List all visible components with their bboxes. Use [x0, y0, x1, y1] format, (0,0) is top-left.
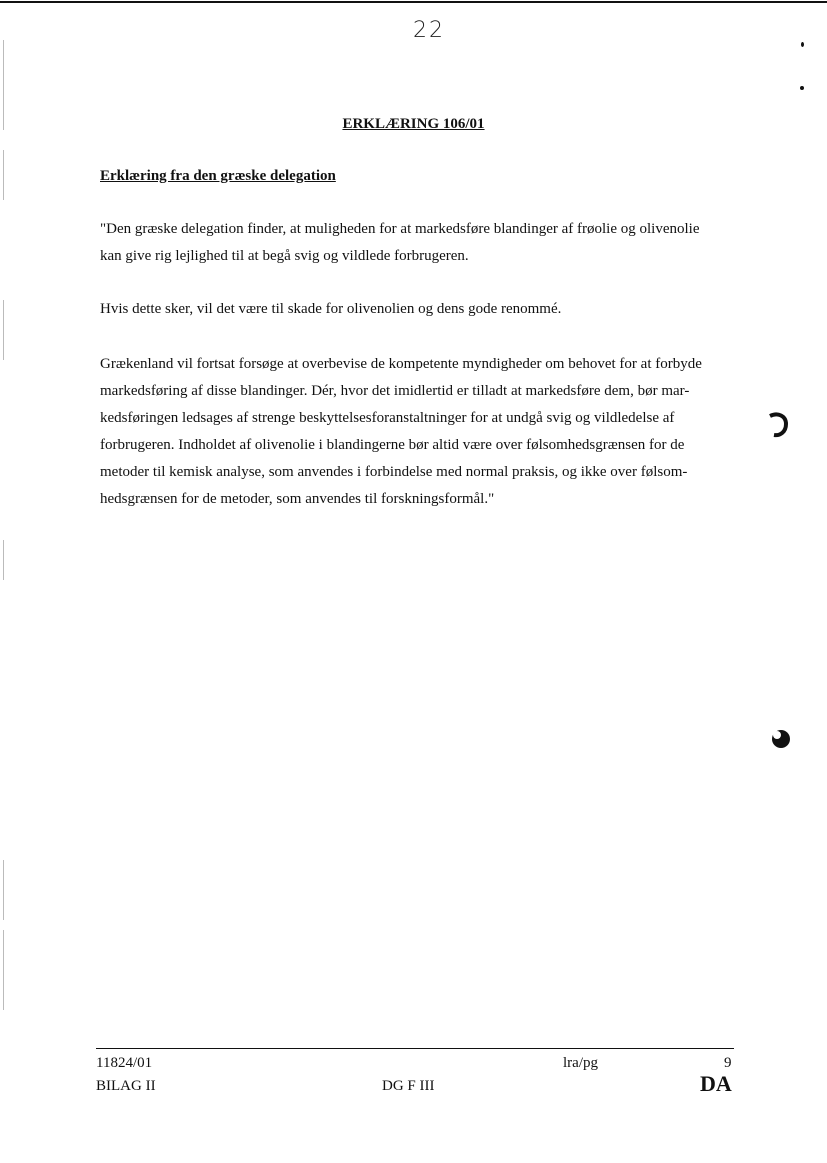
scan-edge-mark — [3, 150, 4, 200]
scan-edge-mark — [3, 300, 4, 360]
paragraph-2 — [100, 296, 740, 323]
footer-initials: lra/pg — [563, 1055, 598, 1071]
scan-speck — [801, 42, 804, 47]
scan-speck — [800, 86, 804, 90]
paragraph-line: "Den græske delegation finder, at muligheden for at markedsføre blandinger af frøolie og olivenolie — [100, 221, 700, 237]
paragraph-3 — [100, 351, 740, 513]
footer-page-number: 9 — [724, 1055, 732, 1071]
scan-edge-mark — [3, 540, 4, 580]
footer-divider — [96, 1048, 734, 1049]
top-border-line — [0, 1, 827, 3]
punch-hole-icon — [764, 410, 794, 438]
paragraph-line: hedsgrænsen for de metoder, som anvendes til forskningsformål." — [100, 491, 495, 507]
document-subtitle: Erklæring fra den græske delegation — [100, 168, 336, 184]
handwritten-page-number: 22 — [413, 18, 445, 43]
paragraph-line: Grækenland vil fortsat forsøge at overbevise de kompetente myndigheder om behovet for at forbyde — [100, 356, 702, 372]
footer-directorate: DG F III — [382, 1078, 435, 1094]
paragraph-line: kan give rig lejlighed til at begå svig og vildlede forbrugeren. — [100, 248, 469, 264]
footer-doc-number: 11824/01 — [96, 1055, 153, 1071]
paragraph-line: markedsføring af disse blandinger. Dér, hvor det imidlertid er tilladt at markedsføre dem, bør mar- — [100, 383, 690, 399]
scan-edge-mark — [3, 860, 4, 920]
paragraph-line: forbrugeren. Indholdet af olivenolie i blandingerne bør altid være over følsomhedsgrænsen for de — [100, 437, 685, 453]
paragraph-line: metoder til kemisk analyse, som anvendes i forbindelse med normal praksis, og ikke over følsom- — [100, 464, 688, 480]
scan-edge-mark — [3, 930, 4, 1010]
footer-language-code: DA — [700, 1071, 732, 1096]
document-title: ERKLÆRING 106/01 — [342, 116, 485, 132]
paragraph-1 — [100, 216, 740, 270]
paragraph-line: kedsføringen ledsages af strenge beskyttelsesforanstaltninger for at undgå svig og vildledelse af — [100, 410, 675, 426]
paragraph-line: Hvis dette sker, vil det være til skade for olivenolien og dens gode renommé. — [100, 301, 562, 317]
footer-annex: BILAG II — [96, 1078, 156, 1094]
punch-hole-icon — [766, 724, 796, 754]
